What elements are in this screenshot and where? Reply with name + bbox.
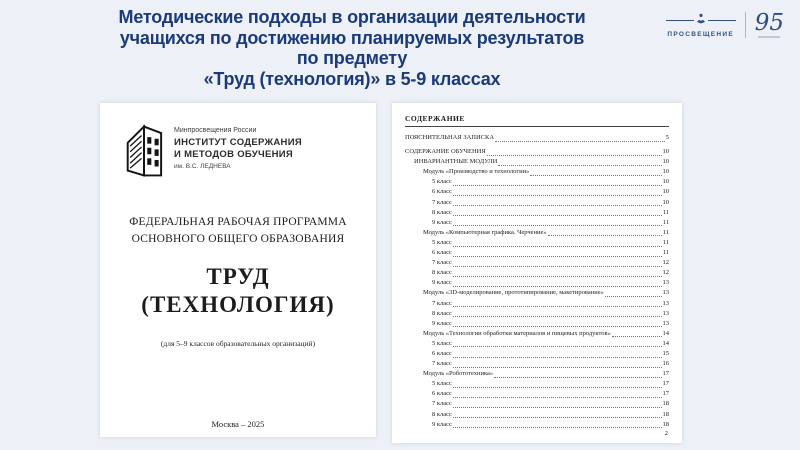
- brand-divider: [745, 12, 746, 38]
- toc-entry-page: 16: [662, 360, 669, 368]
- toc-entry: [405, 339, 669, 349]
- toc-entry-page: 10: [662, 198, 669, 206]
- toc-entry-label: 8 класс: [432, 309, 452, 317]
- toc-leader-dots: [487, 155, 662, 156]
- toc-leader-dots: [498, 165, 661, 166]
- toc-entry: [405, 379, 669, 389]
- anniversary-caption-rule: [758, 36, 780, 38]
- institute-logo-row: [122, 123, 376, 184]
- toc-entry-page: 10: [662, 148, 669, 156]
- toc-entry-label: 6 класс: [432, 188, 452, 196]
- toc-entry-label: 9 класс: [432, 319, 452, 327]
- toc-entry: [405, 238, 669, 248]
- toc-entry-label: 5 класс: [432, 339, 452, 347]
- subject-title-line-2: (ТЕХНОЛОГИЯ): [141, 292, 335, 317]
- toc-entry-label: Модуль «Компьютерная графика. Черчение»: [423, 228, 547, 236]
- toc-entry-label: 9 класс: [432, 420, 452, 428]
- toc-entry: [405, 299, 669, 309]
- toc-leader-dots: [453, 367, 662, 368]
- toc-entry: [405, 133, 669, 143]
- toc-entry: [405, 410, 669, 420]
- toc-leader-dots: [453, 306, 662, 307]
- toc-entry-label: СОДЕРЖАНИЕ ОБУЧЕНИЯ: [405, 148, 486, 156]
- toc-leader-dots: [453, 256, 662, 257]
- toc-entry-page: 12: [662, 269, 669, 277]
- toc-entry-label: 5 класс: [432, 380, 452, 388]
- toc-entry-page: 18: [662, 410, 669, 418]
- toc-leader-dots: [453, 427, 662, 428]
- brand-block: [666, 11, 786, 38]
- toc-entry-label: 7 класс: [432, 299, 452, 307]
- toc-content: [405, 114, 669, 430]
- institute-building-icon: [122, 123, 166, 184]
- slide-title-line-3: по предмету: [296, 48, 408, 68]
- toc-entry: [405, 399, 669, 409]
- toc-leader-dots: [453, 205, 662, 206]
- program-heading-line-2: ОСНОВНОГО ОБЩЕГО ОБРАЗОВАНИЯ: [131, 232, 345, 245]
- slide-title-line-1: Методические подходы в организации деятельности: [118, 7, 586, 27]
- toc-entry: [405, 369, 669, 379]
- toc-entry-label: ПОЯСНИТЕЛЬНАЯ ЗАПИСКА: [405, 134, 495, 141]
- toc-entry-label: 9 класс: [432, 218, 452, 226]
- toc-entry: [405, 329, 669, 339]
- toc-entry-page: 12: [662, 259, 669, 267]
- slide-title-line-4: «Труд (технология)» в 5-9 классах: [203, 68, 501, 89]
- toc-entry-page: 15: [662, 349, 669, 357]
- toc-entry-label: Модуль «Робототехника»: [423, 370, 494, 378]
- emblem-right-rule: [708, 20, 736, 21]
- toc-leader-dots: [453, 357, 662, 358]
- toc-leader-dots: [530, 175, 661, 176]
- program-heading-line-1: ФЕДЕРАЛЬНАЯ РАБОЧАЯ ПРОГРАММА: [129, 216, 347, 228]
- toc-entry-label: Модуль «Производство и технологии»: [423, 168, 530, 176]
- cover-page: [100, 103, 376, 437]
- toc-entry-label: ИНВАРИАНТНЫЕ МОДУЛИ: [414, 158, 498, 166]
- toc-leader-dots: [453, 397, 662, 398]
- toc-entry: [405, 268, 669, 278]
- toc-entry-page: 10: [662, 168, 669, 176]
- toc-entry: [405, 309, 669, 319]
- toc-leader-dots: [548, 235, 662, 236]
- program-heading: [100, 214, 376, 247]
- toc-leader-dots: [453, 225, 662, 226]
- toc-leader-dots: [453, 215, 662, 216]
- toc-entry: [405, 147, 669, 157]
- prosveshchenie-emblem-row: [666, 11, 736, 29]
- cover-footer: Москва – 2025: [211, 419, 265, 429]
- toc-leader-dots: [605, 296, 662, 297]
- toc-entry-label: 8 класс: [432, 269, 452, 277]
- slide-title: [28, 7, 676, 89]
- toc-entry-page: 5: [665, 134, 669, 141]
- toc-entry-page: 17: [662, 380, 669, 388]
- toc-entry-page: 10: [662, 188, 669, 196]
- toc-leader-dots: [453, 417, 662, 418]
- toc-entry-page: 10: [662, 158, 669, 166]
- toc-entry-page: 13: [662, 299, 669, 307]
- toc-entry-label: Модуль «Технологии обработки материалов и пищевых продуктов»: [423, 329, 611, 337]
- institute-name-line-1: ИНСТИТУТ СОДЕРЖАНИЯ: [174, 137, 302, 148]
- toc-entry: [405, 258, 669, 268]
- toc-page: [392, 103, 682, 443]
- toc-entry-label: 5 класс: [432, 178, 452, 186]
- toc-leader-dots: [453, 346, 662, 347]
- toc-entry-page: 11: [662, 208, 669, 216]
- toc-leader-dots: [612, 336, 662, 337]
- toc-entry: [405, 248, 669, 258]
- toc-entry-label: 6 класс: [432, 390, 452, 398]
- slide-title-line-2: учащихся по достижению планируемых результатов: [119, 27, 585, 48]
- anniversary-number: 95: [754, 9, 784, 36]
- toc-leader-dots: [453, 407, 662, 408]
- toc-entry-page: 11: [662, 249, 669, 257]
- toc-entry-label: 7 класс: [432, 360, 452, 368]
- toc-entry: [405, 218, 669, 228]
- toc-entry-page: 14: [662, 339, 669, 347]
- institute-text-block: [174, 123, 302, 170]
- emblem-left-rule: [666, 20, 694, 21]
- toc-entry-label: 6 класс: [432, 249, 452, 257]
- toc-entry-page: 13: [662, 319, 669, 327]
- toc-leader-dots: [453, 316, 662, 317]
- toc-entry: [405, 167, 669, 177]
- toc-leader-dots: [453, 185, 662, 186]
- toc-entry-label: 7 класс: [432, 259, 452, 267]
- toc-entry-page: 10: [662, 178, 669, 186]
- toc-entry: [405, 198, 669, 208]
- toc-entry-label: 7 класс: [432, 400, 452, 408]
- toc-leader-dots: [453, 387, 662, 388]
- institute-name-line-3: им. В.С. ЛЕДНЕВА: [174, 163, 231, 170]
- toc-entry-page: 11: [662, 238, 669, 246]
- toc-entry-page: 17: [662, 390, 669, 398]
- toc-header: СОДЕРЖАНИЕ: [405, 114, 669, 127]
- toc-entry-page: 18: [662, 400, 669, 408]
- toc-leader-dots: [494, 377, 661, 378]
- toc-entry-label: Модуль «3D-моделирование, прототипирование, макетирование»: [423, 289, 604, 297]
- toc-entry-page: 13: [662, 289, 669, 297]
- toc-entry: [405, 349, 669, 359]
- toc-entry: [405, 420, 669, 430]
- toc-entry-page: 17: [662, 370, 669, 378]
- toc-entry: [405, 319, 669, 329]
- toc-entry: [405, 288, 669, 298]
- anniversary-95-logo: [754, 9, 786, 38]
- toc-entry: [405, 228, 669, 238]
- toc-entry-label: 8 класс: [432, 410, 452, 418]
- toc-entry-page: 14: [662, 329, 669, 337]
- toc-entry: [405, 389, 669, 399]
- toc-entry-label: 5 класс: [432, 238, 452, 246]
- cover-note: (для 5–9 классов образовательных организаций): [160, 339, 316, 348]
- toc-entry-label: 9 класс: [432, 279, 452, 287]
- institute-name-line-2: И МЕТОДОВ ОБУЧЕНИЯ: [174, 148, 294, 160]
- toc-entry-label: 6 класс: [432, 349, 452, 357]
- publisher-name: ПРОСВЕЩЕНИЕ: [667, 31, 735, 38]
- toc-entry-page: 11: [662, 218, 669, 226]
- toc-leader-dots: [453, 276, 662, 277]
- toc-entry: [405, 187, 669, 197]
- toc-entry: [405, 157, 669, 167]
- toc-entry: [405, 278, 669, 288]
- toc-entry-list: [405, 133, 669, 430]
- toc-entry: [405, 359, 669, 369]
- toc-leader-dots: [453, 266, 662, 267]
- ministry-label: Минпросвещения России: [174, 127, 257, 134]
- open-book-icon: [696, 11, 706, 29]
- toc-entry-page: 18: [662, 420, 669, 428]
- subject-title: [100, 263, 376, 319]
- toc-entry-page: 11: [662, 228, 669, 236]
- toc-entry-label: 7 класс: [432, 198, 452, 206]
- toc-entry: [405, 177, 669, 187]
- toc-leader-dots: [453, 195, 662, 196]
- toc-page-number: 2: [664, 430, 668, 437]
- toc-entry: [405, 208, 669, 218]
- toc-entry-label: 8 класс: [432, 208, 452, 216]
- toc-leader-dots: [453, 246, 662, 247]
- prosveshchenie-logo: [666, 11, 736, 38]
- subject-title-line-1: ТРУД: [206, 264, 270, 289]
- toc-entry-page: 13: [662, 309, 669, 317]
- toc-leader-dots: [453, 326, 662, 327]
- toc-leader-dots: [453, 286, 662, 287]
- toc-entry-page: 13: [662, 279, 669, 287]
- toc-leader-dots: [495, 141, 665, 142]
